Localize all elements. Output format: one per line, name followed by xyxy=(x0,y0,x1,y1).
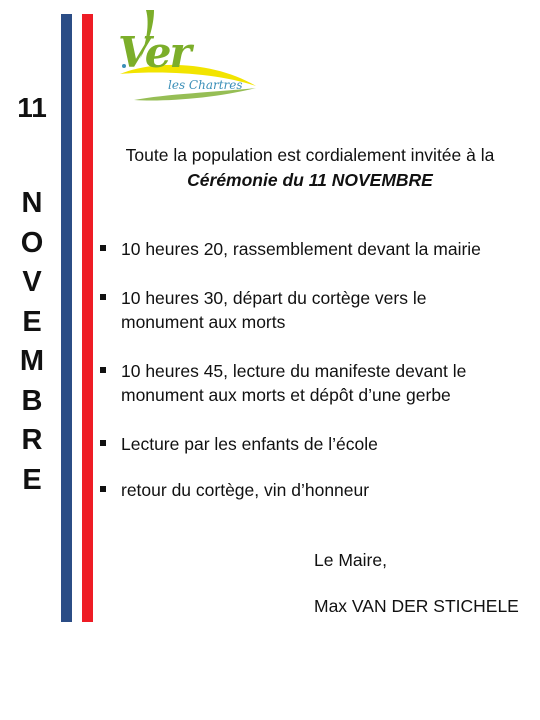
program-item-text: 10 heures 45, lecture du manifeste devant le xyxy=(121,361,467,381)
signature-role: Le Maire, xyxy=(314,550,387,570)
program-list xyxy=(98,237,518,527)
square-bullet-icon xyxy=(100,440,106,446)
invitation-intro xyxy=(100,143,520,193)
square-bullet-icon xyxy=(100,245,106,251)
side-letter: M xyxy=(19,345,45,377)
program-item xyxy=(98,237,518,261)
program-item xyxy=(98,478,518,502)
ceremony-title: Cérémonie du 11 NOVEMBRE xyxy=(187,170,433,190)
side-letter: B xyxy=(21,384,43,417)
program-item xyxy=(98,286,518,334)
program-item-text: monument aux morts xyxy=(121,312,286,332)
side-letter: E xyxy=(22,463,42,496)
program-item-text: retour du cortège, vin d’honneur xyxy=(121,480,370,500)
town-logo xyxy=(106,4,261,104)
program-item xyxy=(98,359,518,407)
side-letter: V xyxy=(22,266,42,298)
side-day-number: 11 xyxy=(17,92,47,123)
square-bullet-icon xyxy=(100,486,106,492)
program-item-text: Lecture par les enfants de l’école xyxy=(121,434,378,454)
side-month-letters xyxy=(12,184,52,500)
intro-line: Toute la population est cordialement invitée à la xyxy=(125,145,495,165)
square-bullet-icon xyxy=(100,294,106,300)
program-item-text: 10 heures 30, départ du cortège vers le xyxy=(121,288,427,308)
logo-main-text: Ver xyxy=(118,28,190,77)
flag-stripe-blue xyxy=(61,14,72,622)
logo-sub-text: les Chartres xyxy=(168,78,243,92)
side-letter: O xyxy=(20,226,44,259)
signature-name: Max VAN DER STICHELE xyxy=(314,596,519,616)
flag-stripe-red xyxy=(82,14,93,622)
side-letter: R xyxy=(21,424,43,456)
program-item-text: monument aux morts et dépôt d’une gerbe xyxy=(121,385,451,405)
program-item-text: 10 heures 20, rassemblement devant la mairie xyxy=(121,239,481,259)
side-letter: N xyxy=(21,187,43,219)
signature-block xyxy=(314,548,519,618)
square-bullet-icon xyxy=(100,367,106,373)
side-letter: E xyxy=(22,305,42,338)
program-item xyxy=(98,432,518,456)
